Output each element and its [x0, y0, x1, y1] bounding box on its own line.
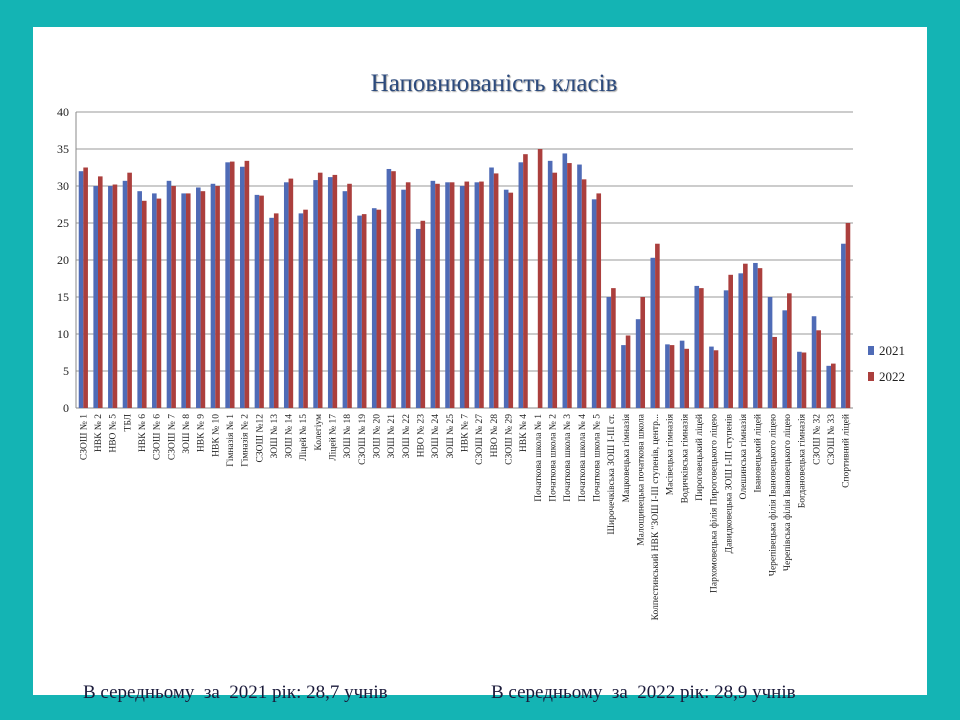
- bar-2022: [421, 221, 426, 408]
- bar-2022: [435, 184, 440, 408]
- bar-2022: [362, 214, 367, 408]
- bar-2022: [303, 210, 308, 408]
- bar-2022: [582, 179, 587, 408]
- bar-2021: [137, 191, 142, 408]
- x-tick-label: Пархомовецька філія Пироговецького ліцею: [709, 414, 720, 593]
- bar-2021: [709, 347, 714, 408]
- bar-2021: [269, 218, 274, 408]
- bar-2022: [142, 201, 147, 408]
- bar-2021: [93, 186, 98, 408]
- x-tick-label: Давидковецька ЗОШ І-ІІІ ступенів: [724, 414, 735, 554]
- bar-2021: [607, 297, 612, 408]
- x-tick-label: НВО № 5: [108, 414, 119, 453]
- bar-2022: [846, 223, 851, 408]
- x-tick-label: НВК № 10: [211, 414, 222, 457]
- x-tick-label: НВК № 7: [460, 414, 471, 453]
- bar-2021: [797, 352, 802, 408]
- bar-2022: [655, 244, 660, 408]
- bar-2021: [841, 244, 846, 408]
- bar-2021: [812, 316, 817, 408]
- x-tick-label: СЗОШ № 32: [812, 414, 823, 465]
- x-tick-label: Колпестинський НВК "ЗОШ І-ІІІ ступенів, центр...: [651, 414, 662, 621]
- bar-2021: [694, 286, 699, 408]
- bar-2022: [289, 179, 294, 408]
- bar-2021: [475, 182, 480, 408]
- chart-title: Наповнюваність класів: [370, 70, 618, 97]
- bar-2022: [347, 184, 352, 408]
- x-tick-label: ЗОШ № 25: [445, 414, 456, 459]
- bar-2022: [802, 353, 807, 409]
- bar-2021: [196, 187, 201, 408]
- bar-2021: [387, 169, 392, 408]
- bar-2022: [274, 213, 279, 408]
- bar-2021: [255, 195, 260, 408]
- y-tick-label: 25: [57, 216, 69, 230]
- x-tick-label: СЗОШ № 27: [475, 414, 486, 465]
- bar-2021: [753, 263, 758, 408]
- x-tick-label: Колегіум: [313, 414, 324, 451]
- bar-2022: [611, 288, 616, 408]
- y-tick-label: 0: [63, 401, 69, 415]
- x-tick-label: НВК № 4: [519, 413, 530, 453]
- bar-2021: [636, 319, 641, 408]
- bar-2021: [650, 258, 655, 408]
- bar-2021: [738, 273, 743, 408]
- bar-2022: [215, 186, 220, 408]
- x-tick-label: Спортивний ліцей: [841, 414, 852, 488]
- bar-2021: [504, 190, 509, 408]
- bar-2021: [372, 208, 377, 408]
- x-tick-label: Початкова школа № 3: [563, 414, 574, 502]
- bar-2021: [680, 341, 685, 408]
- x-tick-label: СЗОШ № 29: [504, 414, 515, 465]
- x-tick-label: ЗОШ № 13: [269, 414, 280, 459]
- bar-2021: [328, 177, 333, 408]
- bar-2022: [626, 335, 631, 408]
- bar-2022: [333, 175, 338, 408]
- legend-label-2021: 2021: [879, 343, 905, 358]
- bar-2022: [787, 293, 792, 408]
- y-tick-label: 15: [57, 290, 69, 304]
- bar-2021: [343, 191, 348, 408]
- bar-2021: [181, 193, 186, 408]
- bar-2022: [127, 173, 132, 408]
- bar-2022: [479, 182, 484, 408]
- chart: [33, 27, 927, 647]
- bar-2022: [772, 337, 777, 408]
- bar-2022: [699, 288, 704, 408]
- x-tick-label: Водичківська гімназія: [680, 414, 691, 504]
- bar-2021: [826, 366, 831, 408]
- x-tick-label: ЗОШ № 18: [343, 414, 354, 459]
- x-tick-label: СЗОШ № 1: [79, 414, 90, 461]
- bar-2022: [245, 161, 250, 408]
- bar-2021: [123, 181, 128, 408]
- x-tick-label: СЗОШ № 6: [152, 414, 163, 461]
- slide: [33, 27, 927, 703]
- bar-2022: [523, 154, 528, 408]
- x-tick-label: Гімназія № 1: [225, 414, 236, 467]
- x-tick-label: Ліцей № 15: [299, 414, 310, 461]
- x-tick-label: Черепівецька філія Івановецького ліцею: [768, 414, 779, 577]
- bar-2021: [592, 199, 597, 408]
- y-tick-label: 10: [57, 327, 69, 341]
- x-tick-label: ЗОШ № 21: [387, 414, 398, 459]
- bar-2021: [108, 186, 113, 408]
- bar-2022: [98, 176, 103, 408]
- bar-2022: [113, 185, 118, 408]
- x-tick-label: Гімназія № 2: [240, 414, 251, 467]
- bar-2021: [79, 171, 84, 408]
- bar-2021: [519, 162, 524, 408]
- bar-2022: [596, 193, 601, 408]
- bar-2021: [665, 344, 670, 408]
- x-tick-label: Мацковецька гімназія: [621, 414, 632, 503]
- bar-2022: [538, 149, 543, 408]
- x-tick-label: Початкова школа № 4: [577, 414, 588, 502]
- bar-2022: [157, 199, 162, 408]
- bar-2022: [494, 173, 499, 408]
- x-tick-label: ТБЛ: [123, 414, 134, 432]
- bar-2022: [831, 364, 836, 408]
- x-tick-label: Малощинецька початкова школа: [636, 414, 647, 546]
- bar-2021: [152, 193, 157, 408]
- average-2022-note: В середньому за 2022 рік: 28,9 учнів: [491, 682, 796, 703]
- bar-2021: [240, 167, 245, 408]
- x-tick-label: Пироговецький ліцей: [695, 414, 706, 501]
- bar-2022: [83, 168, 88, 409]
- bar-2021: [313, 180, 318, 408]
- bar-2022: [377, 210, 382, 408]
- x-tick-label: Черепівська філія Івановецького ліцею: [783, 414, 794, 572]
- bar-2022: [816, 330, 821, 408]
- y-tick-label: 30: [57, 179, 69, 193]
- bar-2022: [450, 182, 455, 408]
- x-tick-label: НВО № 23: [416, 414, 427, 458]
- bar-2021: [724, 290, 729, 408]
- bar-2022: [171, 186, 176, 408]
- bar-2021: [577, 165, 582, 408]
- bar-2022: [758, 268, 763, 408]
- bar-2022: [406, 182, 411, 408]
- x-tick-label: ЗОШ № 20: [372, 414, 383, 459]
- bar-2021: [460, 186, 465, 408]
- bar-2022: [230, 162, 235, 408]
- x-tick-label: ЗОШ № 24: [431, 414, 442, 459]
- x-tick-label: НВК № 9: [196, 414, 207, 453]
- x-tick-label: Широчечківська ЗОШ І-ІІІ ст.: [607, 414, 618, 535]
- x-tick-label: СЗОШ № 7: [167, 414, 178, 461]
- y-tick-label: 20: [57, 253, 69, 267]
- x-tick-label: Початкова школа № 5: [592, 414, 603, 502]
- bar-2021: [416, 229, 421, 408]
- bar-2022: [714, 350, 719, 408]
- bar-2021: [548, 161, 553, 408]
- bar-2021: [299, 213, 304, 408]
- bar-2021: [431, 181, 436, 408]
- bar-2022: [728, 275, 733, 408]
- bar-2021: [445, 182, 450, 408]
- x-tick-label: ЗОШ № 8: [181, 414, 192, 454]
- bar-2022: [508, 193, 513, 408]
- bar-2022: [640, 297, 645, 408]
- x-tick-label: ЗОШ № 22: [401, 414, 412, 459]
- bar-2021: [284, 182, 289, 408]
- x-tick-label: Початкова школа № 2: [548, 414, 559, 502]
- bar-2022: [186, 193, 191, 408]
- x-tick-label: НВК № 2: [93, 414, 104, 453]
- x-tick-label: Олешинська гімназія: [739, 414, 750, 500]
- y-tick-label: 5: [63, 364, 69, 378]
- bar-2021: [768, 297, 773, 408]
- x-tick-label: Початкова школа № 1: [533, 414, 544, 502]
- x-tick-label: НВК № 6: [137, 414, 148, 453]
- legend-label-2022: 2022: [879, 369, 905, 384]
- bar-2021: [167, 181, 172, 408]
- bar-2022: [567, 163, 572, 408]
- x-tick-label: СЗОШ № 19: [357, 414, 368, 465]
- legend-swatch-2022: [868, 372, 874, 381]
- x-tick-label: Масівецька гімназія: [665, 414, 676, 496]
- bar-2022: [684, 349, 689, 408]
- bar-2021: [225, 162, 230, 408]
- y-tick-label: 35: [57, 142, 69, 156]
- x-tick-label: ЗОШ № 14: [284, 414, 295, 459]
- bar-2021: [489, 168, 494, 409]
- x-tick-label: Івановецький ліцей: [753, 414, 764, 493]
- bar-2022: [318, 173, 323, 408]
- x-tick-label: НВО № 28: [489, 414, 500, 458]
- bar-2021: [563, 153, 568, 408]
- bar-2021: [401, 190, 406, 408]
- bar-2022: [465, 182, 470, 408]
- bar-2022: [391, 171, 396, 408]
- bar-2022: [552, 173, 557, 408]
- bar-2021: [621, 345, 626, 408]
- bar-2022: [670, 345, 675, 408]
- bar-2022: [201, 191, 206, 408]
- bar-2021: [211, 184, 216, 408]
- legend-swatch-2021: [868, 346, 874, 355]
- x-tick-label: Богдановецька гімназія: [797, 414, 808, 509]
- bar-2021: [357, 216, 362, 408]
- bar-2022: [743, 264, 748, 408]
- bar-2021: [782, 310, 787, 408]
- average-2021-note: В середньому за 2021 рік: 28,7 учнів: [83, 682, 388, 703]
- y-tick-label: 40: [57, 105, 69, 119]
- x-tick-label: СЗОШ №12: [255, 414, 266, 463]
- x-tick-label: Ліцей № 17: [328, 414, 339, 461]
- x-tick-label: СЗОШ № 33: [827, 414, 838, 465]
- bar-2022: [259, 196, 264, 408]
